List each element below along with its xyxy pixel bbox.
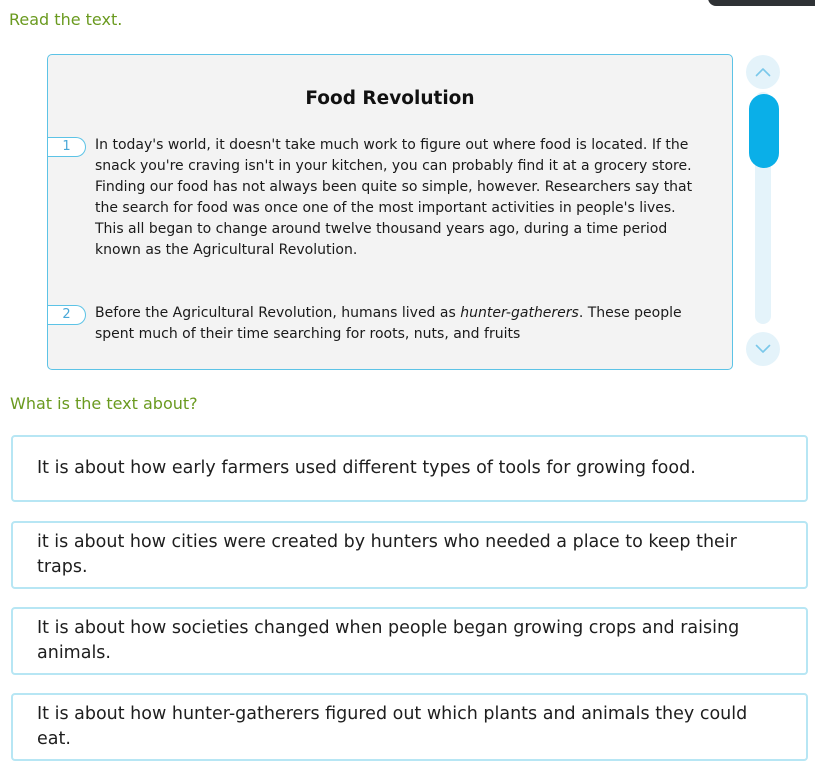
instruction-text: Read the text. — [9, 10, 123, 29]
paragraph-2 — [95, 303, 695, 345]
answer-option-2-text: it is about how cities were created by hunters who needed a place to keep their traps. — [37, 532, 737, 577]
scroll-down-button[interactable] — [746, 332, 780, 366]
passage-title: Food Revolution — [305, 88, 475, 109]
chevron-down-icon — [755, 344, 771, 354]
scrollbar-thumb[interactable] — [749, 94, 779, 168]
answer-option-2[interactable] — [11, 521, 808, 589]
answer-option-3-text: It is about how societies changed when people began growing crops and raising animals. — [37, 618, 740, 663]
chevron-up-icon — [755, 67, 771, 77]
paragraph-2-italic-term: hunter-gatherers — [460, 305, 579, 321]
answer-option-3[interactable] — [11, 607, 808, 675]
passage-box — [47, 54, 733, 370]
paragraph-number-2: 2 — [48, 305, 86, 325]
answer-option-4[interactable] — [11, 693, 808, 761]
paragraph-2-text-end: . These people spent much of their time searching for roots, nuts, and fruits — [95, 305, 682, 342]
scroll-up-button[interactable] — [746, 55, 780, 89]
paragraph-number-1: 1 — [48, 137, 86, 157]
top-corner-tab — [708, 0, 815, 6]
answer-option-1-text: It is about how early farmers used different types of tools for growing food. — [37, 458, 696, 478]
answer-option-4-text: It is about how hunter-gatherers figured out which plants and animals they could eat. — [37, 704, 748, 749]
answer-option-1[interactable] — [11, 435, 808, 502]
question-prompt: What is the text about? — [10, 394, 198, 413]
paragraph-1: In today's world, it doesn't take much work to figure out where food is located. If the snack you're craving isn't in your kitchen, you can probably find it at a grocery store. Finding our food has not always been quite so simple, however. Researchers say that the search for food was once one of the most important activities in people's lives. This all began to change around twelve thousand years ago, during a time period known as the Agricultural Revolution. — [95, 137, 693, 258]
paragraph-2-text-start: Before the Agricultural Revolution, humans lived as — [95, 305, 461, 321]
